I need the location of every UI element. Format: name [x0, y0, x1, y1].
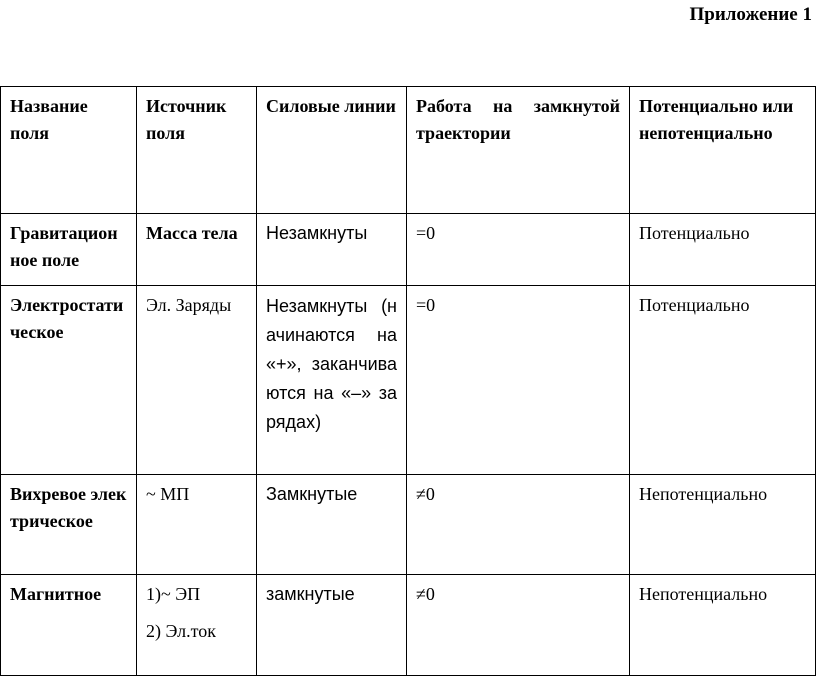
header-field-name: Название поля: [1, 87, 137, 214]
cell-potential: Потенциально: [630, 214, 816, 286]
cell-source: ~ МП: [137, 475, 257, 575]
cell-field: Вихревое электрическое: [1, 475, 137, 575]
fields-table: [0, 86, 816, 676]
cell-field: Гравитационное поле: [1, 214, 137, 286]
cell-work: ≠0: [407, 475, 630, 575]
cell-potential: Непотенциально: [630, 475, 816, 575]
cell-field: Электростатическое: [1, 286, 137, 475]
header-field-lines: Силовые линии: [257, 87, 407, 214]
source-line-2: 2) Эл.ток: [146, 621, 216, 641]
cell-potential: Потенциально: [630, 286, 816, 475]
cell-work: ≠0: [407, 575, 630, 676]
cell-lines: замкнутые: [257, 575, 407, 676]
table-header-row: [1, 87, 816, 214]
table-row: [1, 286, 816, 475]
cell-lines: Замкнутые: [257, 475, 407, 575]
cell-work: =0: [407, 286, 630, 475]
appendix-label: Приложение 1: [689, 4, 812, 25]
cell-source: Эл. Заряды: [137, 286, 257, 475]
cell-work: =0: [407, 214, 630, 286]
cell-source: [137, 575, 257, 676]
header-field-source: Источник поля: [137, 87, 257, 214]
cell-source: Масса тела: [137, 214, 257, 286]
header-potentiality: Потенциально или непотенциально: [630, 87, 816, 214]
cell-field: Магнитное: [1, 575, 137, 676]
cell-lines: Незамкнуты (начинаются на «+», заканчиваются на «–» зарядах): [257, 286, 407, 475]
table-row: [1, 475, 816, 575]
table-row: [1, 575, 816, 676]
source-line-1: 1)~ ЭП: [146, 584, 201, 604]
cell-lines: Незамкнуты: [257, 214, 407, 286]
cell-potential: Непотенциально: [630, 575, 816, 676]
table-row: [1, 214, 816, 286]
header-closed-path-work: Работа на замкнутой траектории: [407, 87, 630, 214]
